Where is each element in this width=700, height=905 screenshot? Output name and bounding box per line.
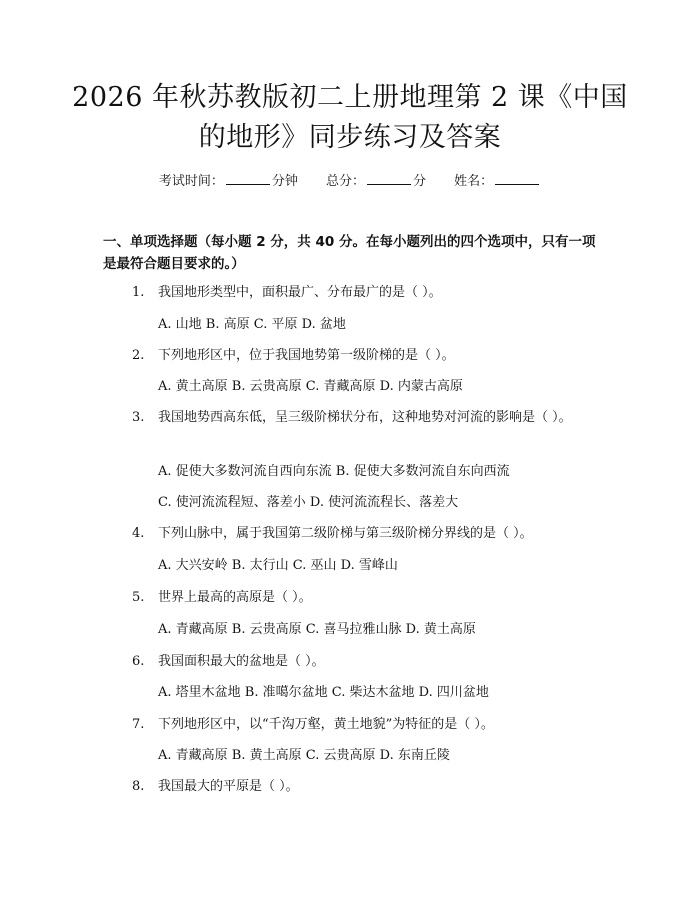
title-line-2: 的地形》同步练习及答案 xyxy=(198,122,502,153)
question-options: A. 促使大多数河流自西向东流 B. 促使大多数河流自东向西流 xyxy=(158,464,510,479)
question-7 xyxy=(132,715,494,735)
question-number: 1. xyxy=(132,285,145,300)
question-number: 6. xyxy=(132,654,145,669)
document-title xyxy=(70,78,630,158)
question-number: 4. xyxy=(132,526,145,541)
section-heading: 一、单项选择题（每小题 2 分，共 40 分。在每小题列出的四个选项中，只有一项是最符合题目要求的。） xyxy=(103,234,596,272)
question-text: 我国最大的平原是（ ）。 xyxy=(158,779,299,794)
exam-time-unit: 分钟 xyxy=(271,174,298,189)
question-options: A. 山地 B. 高原 C. 平原 D. 盆地 xyxy=(158,317,346,332)
total-score xyxy=(326,174,430,189)
question-options: A. 塔里木盆地 B. 准噶尔盆地 C. 柴达木盆地 D. 四川盆地 xyxy=(158,685,489,700)
question-number: 3. xyxy=(132,410,145,425)
question-options: C. 使河流流程短、落差小 D. 使河流流程长、落差大 xyxy=(158,495,459,510)
question-text: 下列山脉中，属于我国第二级阶梯与第三级阶梯分界线的是（ ）。 xyxy=(158,526,533,541)
title-line-1: 2026 年秋苏教版初二上册地理第 2 课《中国 xyxy=(72,82,628,113)
total-score-blank xyxy=(367,172,411,185)
exam-time-label: 考试时间： xyxy=(158,174,224,189)
question-number: 2. xyxy=(132,348,145,363)
exam-info xyxy=(0,170,700,189)
student-name-blank xyxy=(495,172,539,185)
question-number: 7. xyxy=(132,717,145,732)
exam-time-blank xyxy=(226,172,270,185)
question-text: 我国地势西高东低，呈三级阶梯状分布，这种地势对河流的影响是（ ）。 xyxy=(158,410,572,425)
question-text: 下列地形区中，位于我国地势第一级阶梯的是（ ）。 xyxy=(158,348,455,363)
total-score-unit: 分 xyxy=(413,174,427,189)
question-number: 5. xyxy=(132,590,145,605)
total-score-label: 总分： xyxy=(325,174,365,189)
question-text: 下列地形区中，以“千沟万壑，黄土地貌”为特征的是（ ）。 xyxy=(158,717,494,732)
student-name-label: 姓名： xyxy=(454,174,494,189)
exam-time xyxy=(159,174,302,189)
question-8 xyxy=(132,777,299,797)
question-number: 8. xyxy=(132,779,145,794)
question-options: A. 青藏高原 B. 云贵高原 C. 喜马拉雅山脉 D. 黄土高原 xyxy=(158,622,476,637)
question-5 xyxy=(132,588,312,608)
question-text: 世界上最高的高原是（ ）。 xyxy=(158,590,312,605)
question-text: 我国面积最大的盆地是（ ）。 xyxy=(158,654,325,669)
question-6 xyxy=(132,652,325,672)
question-2 xyxy=(132,346,455,366)
question-1 xyxy=(132,283,442,303)
question-4 xyxy=(132,524,533,544)
question-options: A. 大兴安岭 B. 太行山 C. 巫山 D. 雪峰山 xyxy=(158,558,398,573)
question-text: 我国地形类型中，面积最广、分布最广的是（ ）。 xyxy=(158,285,442,300)
student-name xyxy=(454,174,541,189)
question-options: A. 黄土高原 B. 云贵高原 C. 青藏高原 D. 内蒙古高原 xyxy=(158,379,463,394)
question-options: A. 青藏高原 B. 黄土高原 C. 云贵高原 D. 东南丘陵 xyxy=(158,748,450,763)
question-3 xyxy=(103,406,593,430)
